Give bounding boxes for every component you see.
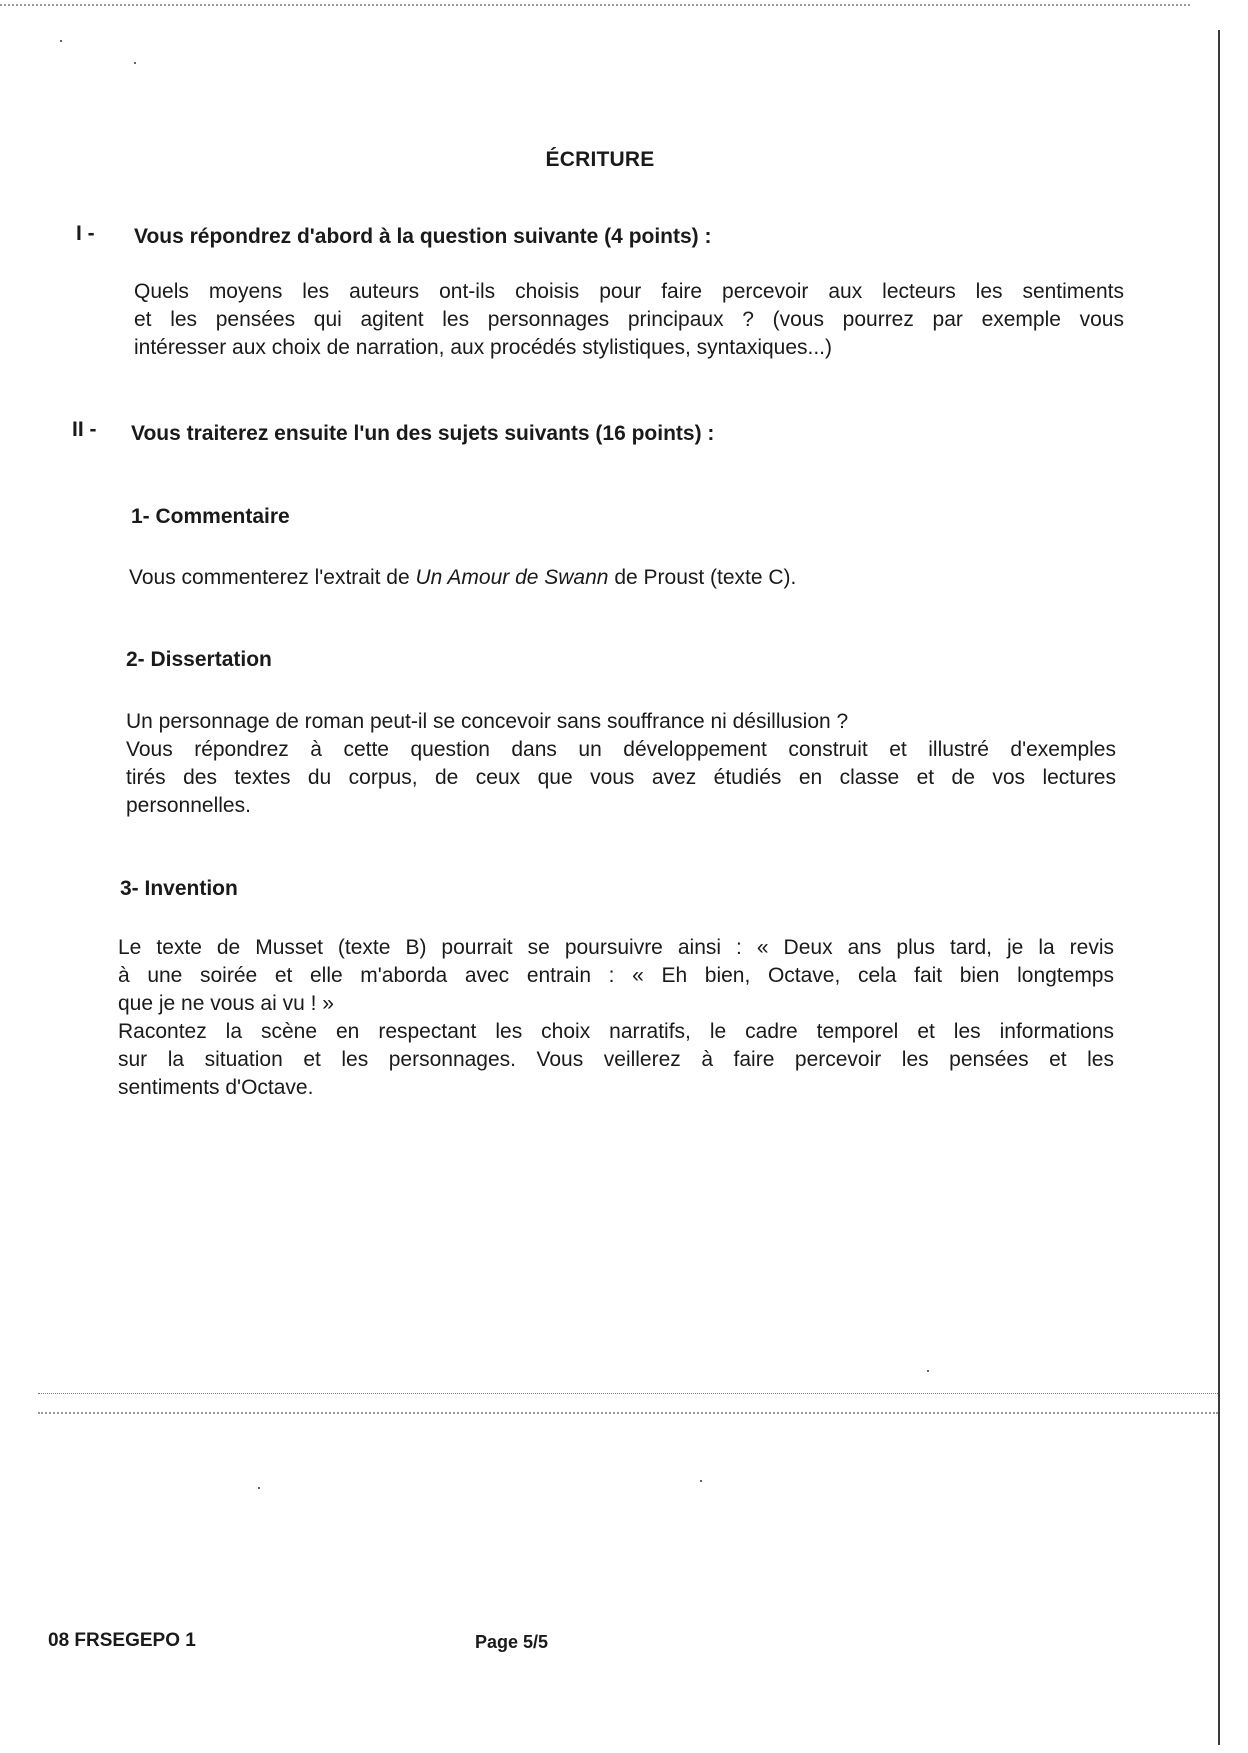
section-2-heading: Vous traiterez ensuite l'un des sujets suivants (16 points) :	[131, 422, 715, 445]
section-1-number: I -	[76, 222, 95, 245]
commentaire-text	[129, 564, 1029, 592]
text-line: Racontez la scène en respectant les choix narratifs, le cadre temporel et les informations	[118, 1020, 1114, 1043]
text-line: Quels moyens les auteurs ont-ils choisis pour faire percevoir aux lecteurs les sentiments	[134, 280, 1124, 303]
text-line	[129, 564, 1029, 592]
text-line: personnelles.	[126, 794, 251, 817]
scan-speck	[60, 40, 62, 42]
text-line: sur la situation et les personnages. Vous veillerez à faire percevoir les pensées et les	[118, 1048, 1114, 1071]
work-title: Un Amour de Swann	[415, 566, 609, 589]
text-line: et les pensées qui agitent les personnages principaux ? (vous pourrez par exemple vous	[134, 308, 1124, 331]
scan-speck	[700, 1480, 702, 1482]
scan-dotted-line-middle-2	[38, 1412, 1218, 1414]
scan-dotted-line-top	[0, 4, 1190, 6]
text-line: que je ne vous ai vu ! »	[118, 992, 334, 1015]
scan-speck	[134, 62, 136, 64]
invention-text	[118, 934, 1114, 1102]
scan-speck	[927, 1370, 929, 1372]
dissertation-text	[126, 708, 1116, 820]
text-line: tirés des textes du corpus, de ceux que vous avez étudiés en classe et de vos lectures	[126, 766, 1116, 789]
section-2-number: II -	[72, 418, 97, 441]
exam-code: 08 FRSEGEPO 1	[48, 1630, 196, 1651]
scan-page-edge	[1218, 30, 1220, 1745]
page-number: Page 5/5	[475, 1632, 549, 1652]
invention-heading: 3- Invention	[120, 877, 238, 900]
text-line: Vous répondrez à cette question dans un développement construit et illustré d'exemples	[126, 738, 1116, 761]
section-1-question	[134, 278, 1124, 362]
commentaire-text-after: de Proust (texte C).	[608, 566, 797, 589]
text-line: à une soirée et elle m'aborda avec entrain : « Eh bien, Octave, cela fait bien longtemps	[118, 964, 1114, 987]
scan-speck	[258, 1487, 260, 1489]
dissertation-heading: 2- Dissertation	[126, 648, 272, 671]
page-title: ÉCRITURE	[545, 148, 655, 171]
scan-dotted-line-middle	[38, 1393, 1218, 1394]
text-line: sentiments d'Octave.	[118, 1076, 314, 1099]
commentaire-text-before: Vous commenterez l'extrait de	[129, 566, 416, 589]
section-1-heading: Vous répondrez d'abord à la question suivante (4 points) :	[134, 225, 712, 248]
text-line: Le texte de Musset (texte B) pourrait se poursuivre ainsi : « Deux ans plus tard, je la revis	[118, 936, 1114, 959]
commentaire-heading: 1- Commentaire	[131, 505, 290, 528]
text-line: intéresser aux choix de narration, aux procédés stylistiques, syntaxiques...)	[134, 336, 833, 359]
text-line: Un personnage de roman peut-il se concevoir sans souffrance ni désillusion ?	[126, 710, 849, 733]
